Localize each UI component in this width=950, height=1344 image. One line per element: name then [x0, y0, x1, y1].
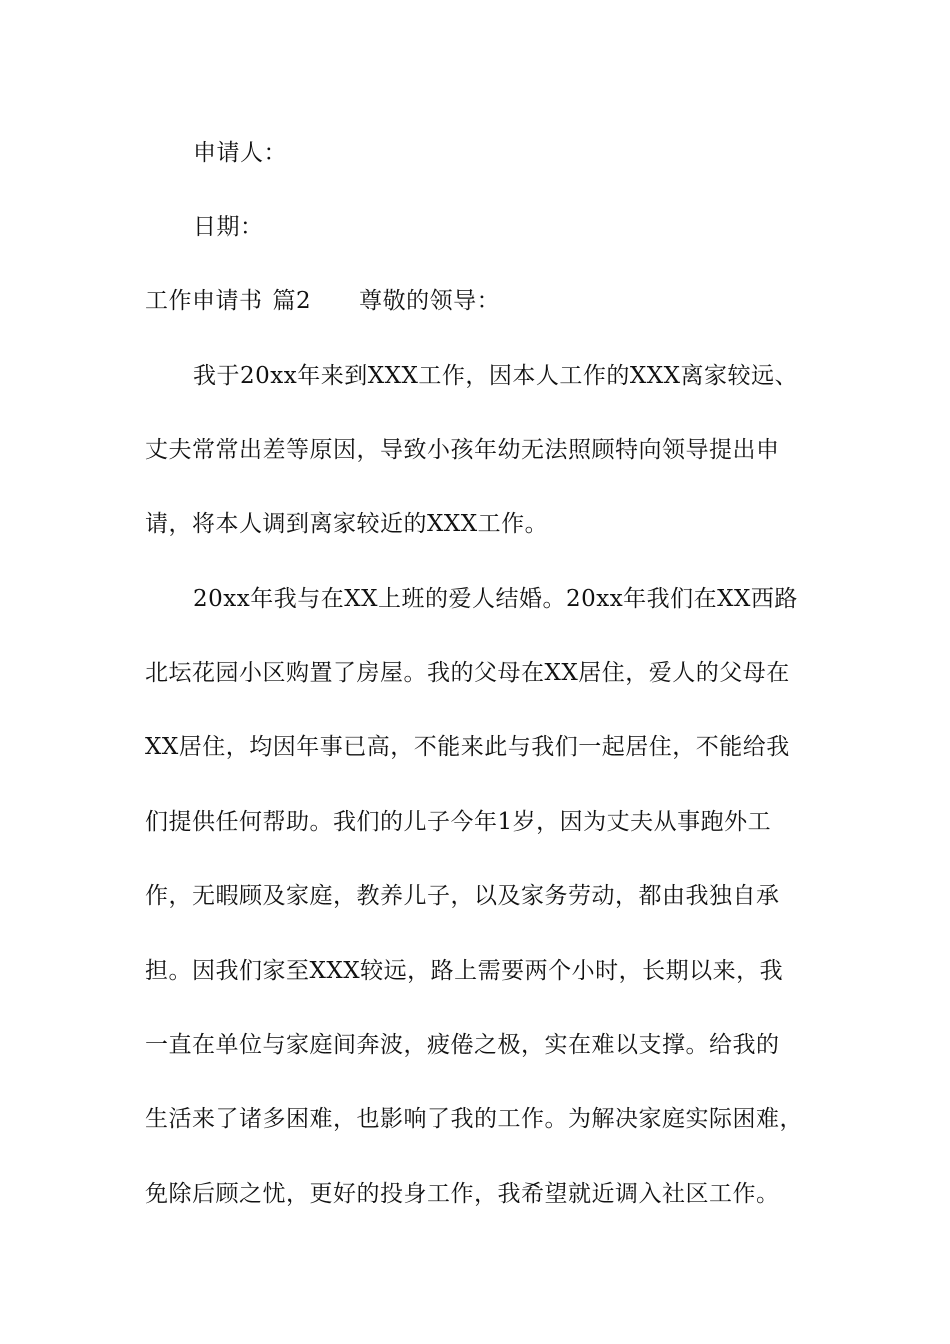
body-line: 请，将本人调到离家较近的XXX工作。: [145, 511, 549, 537]
body-line: 生活来了诸多困难，也影响了我的工作。为解决家庭实际困难，: [145, 1106, 803, 1132]
body-line: 免除后顾之忧，更好的投身工作，我希望就近调入社区工作。: [145, 1181, 780, 1207]
body-line: 一直在单位与家庭间奔波，疲倦之极，实在难以支撑。给我的: [145, 1032, 780, 1058]
salutation: 尊敬的领导：: [359, 288, 501, 314]
body-line: 我于20xx年来到XXX工作，因本人工作的XXX离家较远、: [193, 363, 798, 389]
section-title: 工作申请书: [145, 288, 263, 314]
applicant-label: 申请人：: [193, 140, 287, 166]
body-line: 北坛花园小区购置了房屋。我的父母在XX居住，爱人的父母在: [145, 660, 790, 686]
date-label: 日期：: [193, 214, 264, 240]
body-line: 丈夫常常出差等原因，导致小孩年幼无法照顾特向领导提出申: [145, 437, 780, 463]
body-line: 20xx年我与在XX上班的爱人结婚。20xx年我们在XX西路: [193, 586, 798, 612]
body-line: XX居住，均因年事已高，不能来此与我们一起居住，不能给我: [145, 734, 790, 760]
section-number: 篇2: [272, 288, 312, 314]
section-heading: [145, 286, 500, 316]
body-line: 担。因我们家至XXX较远，路上需要两个小时，长期以来，我: [145, 958, 784, 984]
body-line: 作，无暇顾及家庭，教养儿子，以及家务劳动，都由我独自承: [145, 883, 780, 909]
body-line: 们提供任何帮助。我们的儿子今年1岁，因为丈夫从事跑外工: [145, 809, 772, 835]
